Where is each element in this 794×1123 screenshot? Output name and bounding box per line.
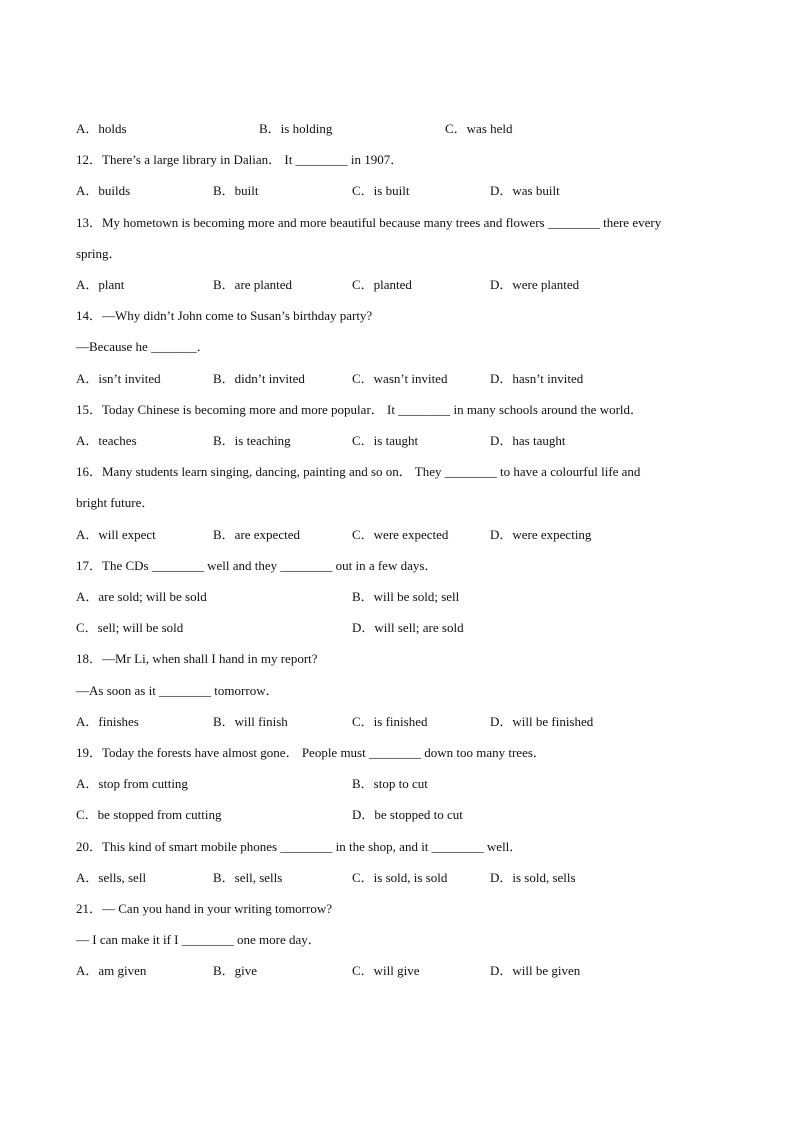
q16-stem: 16．Many students learn singing, dancing, painting and so on． They ________ to have a colourful life and [76, 464, 641, 479]
q11-option-a: A．holds [76, 121, 127, 136]
q18-option-c: C．is finished [352, 714, 428, 729]
q19-option-a: A．stop from cutting [76, 776, 188, 791]
q18-option-a: A．finishes [76, 714, 139, 729]
q17-option-d: D．will sell; are sold [352, 620, 464, 635]
q15-option-b: B．is teaching [213, 433, 291, 448]
q16-stem-continued: bright future． [76, 495, 155, 510]
q14-option-c: C．wasn’t invited [352, 371, 448, 386]
q19-option-b: B．stop to cut [352, 776, 428, 791]
q13-option-c: C．planted [352, 277, 412, 292]
q19-stem: 19．Today the forests have almost gone． People must ________ down too many trees． [76, 745, 546, 760]
q14-stem-answer: —Because he _______． [76, 339, 210, 354]
q20-option-b: B．sell, sells [213, 870, 283, 885]
q20-option-a: A．sells, sell [76, 870, 147, 885]
q15-stem: 15．Today Chinese is becoming more and more popular． It ________ in many schools around the world． [76, 402, 644, 417]
q16-option-d: D．were expecting [490, 527, 592, 542]
q13-stem-continued: spring． [76, 246, 122, 261]
q16-option-c: C．were expected [352, 527, 449, 542]
q20-option-c: C．is sold, is sold [352, 870, 448, 885]
q17-option-a: A．are sold; will be sold [76, 589, 207, 604]
q21-option-b: B．give [213, 963, 258, 978]
q17-option-b: B．will be sold; sell [352, 589, 460, 604]
q15-option-a: A．teaches [76, 433, 137, 448]
q14-option-b: B．didn’t invited [213, 371, 305, 386]
q21-option-a: A．am given [76, 963, 147, 978]
q17-stem: 17．The CDs ________ well and they ________ out in a few days． [76, 558, 438, 573]
q20-option-d: D．is sold, sells [490, 870, 576, 885]
q12-option-c: C．is built [352, 183, 410, 198]
q14-option-a: A．isn’t invited [76, 371, 161, 386]
q15-option-c: C．is taught [352, 433, 419, 448]
q13-stem: 13．My hometown is becoming more and more beautiful because many trees and flowers ________ there every [76, 215, 662, 230]
q18-stem: 18．—Mr Li, when shall I hand in my report? [76, 651, 318, 666]
q18-stem-answer: —As soon as it ________ tomorrow． [76, 683, 279, 698]
q20-stem: 20．This kind of smart mobile phones ________ in the shop, and it ________ well． [76, 839, 523, 854]
q11-option-b: B．is holding [259, 121, 333, 136]
q13-option-a: A．plant [76, 277, 125, 292]
q12-stem: 12．There’s a large library in Dalian． It ________ in 1907． [76, 152, 404, 167]
q17-option-c: C．sell; will be sold [76, 620, 184, 635]
q11-option-c: C．was held [445, 121, 513, 136]
q12-option-d: D．was built [490, 183, 560, 198]
q13-option-d: D．were planted [490, 277, 580, 292]
q21-stem-answer: — I can make it if I ________ one more day． [76, 932, 321, 947]
q16-option-b: B．are expected [213, 527, 300, 542]
q15-option-d: D．has taught [490, 433, 566, 448]
q14-stem: 14．—Why didn’t John come to Susan’s birthday party? [76, 308, 373, 323]
q18-option-d: D．will be finished [490, 714, 594, 729]
q19-option-d: D．be stopped to cut [352, 807, 463, 822]
q12-option-a: A．builds [76, 183, 131, 198]
q12-option-b: B．built [213, 183, 259, 198]
q21-option-d: D．will be given [490, 963, 581, 978]
q21-option-c: C．will give [352, 963, 420, 978]
q19-option-c: C．be stopped from cutting [76, 807, 222, 822]
q13-option-b: B．are planted [213, 277, 293, 292]
q21-stem: 21．— Can you hand in your writing tomorrow? [76, 901, 332, 916]
q14-option-d: D．hasn’t invited [490, 371, 584, 386]
q18-option-b: B．will finish [213, 714, 288, 729]
q16-option-a: A．will expect [76, 527, 156, 542]
